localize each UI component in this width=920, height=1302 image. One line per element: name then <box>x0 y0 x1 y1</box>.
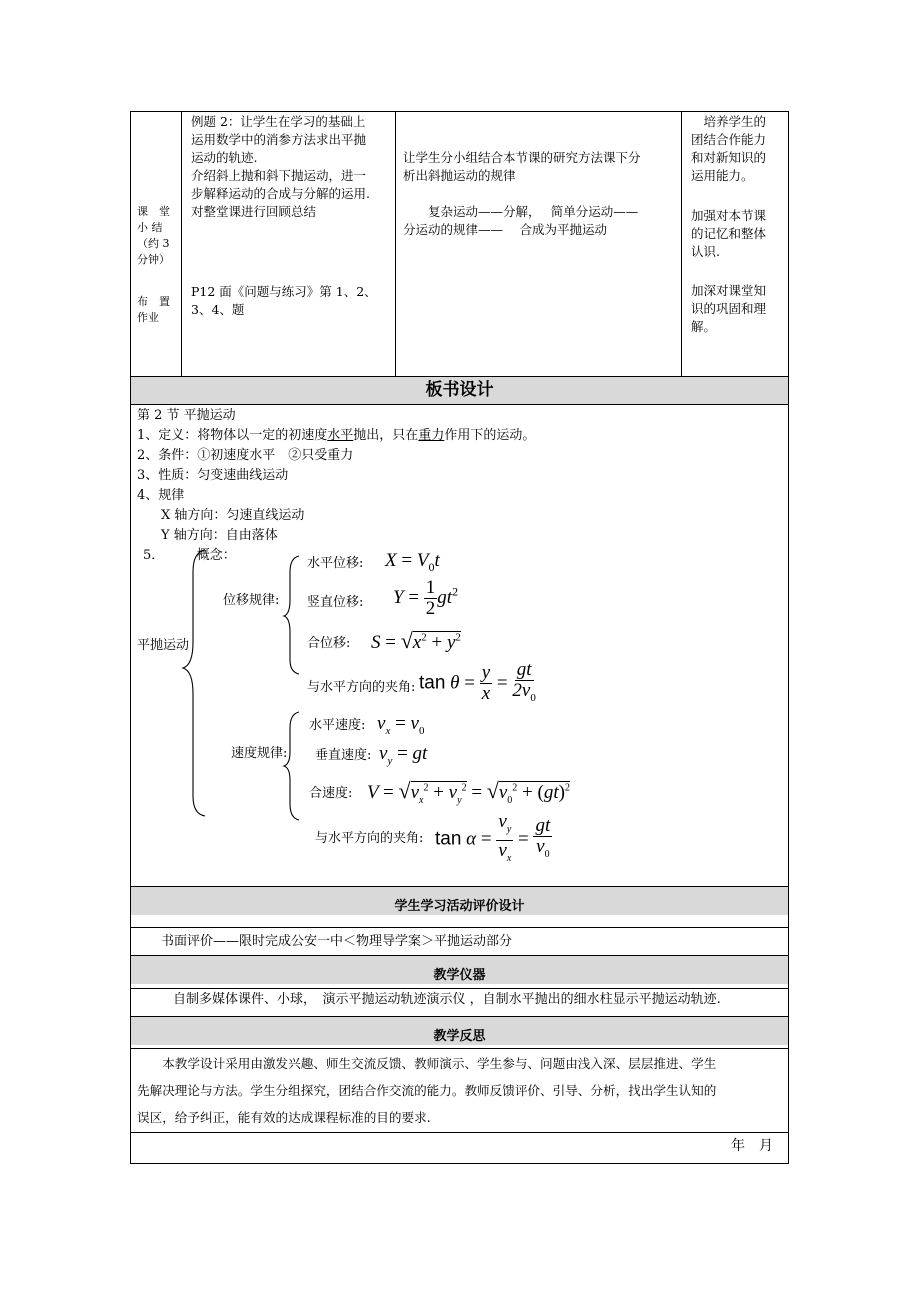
section-title: 第 2 节 平抛运动 <box>137 408 236 423</box>
instruments-heading: 教学仪器 <box>433 968 486 983</box>
velocity-law-label: 速度规律: <box>231 746 288 761</box>
evaluation-heading: 学生学习活动评价设计 <box>394 899 525 914</box>
date-label: 年 月 <box>731 1138 773 1154</box>
goal-text-2: 加强对本节课 的记忆和整体 认识. <box>691 208 767 259</box>
item5-line: 5． 概念： <box>143 548 236 563</box>
displacement-angle-formula: tan θ = $\frac{y}{x}$ = $\frac{gt}{2v_0}$ <box>419 659 536 705</box>
reflection-text: 本教学设计采用由激发兴趣、师生交流反馈、教师演示、学生参与、问题由浅入深、层层推进、学生 先解决理论与方法。学生分组探究，团结合作交流的能力。教师反馈评价、引导、分析，找出学生认知的 误区，给予纠正，能有效的达成课程标准的目的要求. <box>137 1056 717 1125</box>
homework-text: P12 面《问题与练习》第 1、2、 3、4、题 <box>191 284 377 317</box>
horizontal-displacement-label: 水平位移: <box>307 556 364 571</box>
reflection-heading: 教学反思 <box>433 1029 486 1044</box>
resultant-displacement-formula: $S = √x^2 + y^2$ <box>371 628 461 653</box>
definition-line: 1、定义：将物体以一定的初速度水平抛出，只在重力作用下的运动。 <box>137 428 536 443</box>
y-axis-line: Y 轴方向：自由落体 <box>161 528 278 543</box>
horizontal-displacement-formula: $X = V_0t$ <box>385 550 440 574</box>
law-line: 4、规律 <box>137 488 185 503</box>
resultant-velocity-label: 合速度: <box>309 786 353 801</box>
vertical-displacement-label: 竖直位移: <box>307 595 364 610</box>
displacement-angle-label: 与水平方向的夹角: <box>307 680 416 695</box>
motion-decomposition-text: 复杂运动——分解， 简单分运动—— 分运动的规律—— 合成为平抛运动 <box>403 204 639 237</box>
goal-text-3: 加深对课堂知 识的巩固和理 解。 <box>691 283 767 334</box>
vertical-velocity-label: 垂直速度: <box>315 748 372 763</box>
example-text: 例题 2：让学生在学习的基础上 运用数学中的消参方法求出平抛 运动的轨迹. 介绍斜上抛和斜下抛运动，进一 步解释运动的合成与分解的运用. 对整堂课进行回顾总结 <box>191 114 370 219</box>
board-design-heading: 板书设计 <box>425 380 494 400</box>
student-activity-text: 让学生分小组结合本节课的研究方法课下分 析出斜抛运动的规律 <box>403 150 641 183</box>
goal-text-1: 培养学生的 团结合作能力 和对新知识的 运用能力。 <box>691 114 767 183</box>
displacement-law-label: 位移规律: <box>223 593 280 608</box>
velocity-angle-formula: tan α = $\frac{v_y}{v_x}$ = $\frac{gt}{v_0}$ <box>435 811 551 864</box>
x-axis-line: X 轴方向：匀速直线运动 <box>161 508 305 523</box>
resultant-displacement-label: 合位移: <box>307 636 351 651</box>
instruments-text: 自制多媒体课件、小球， 演示平抛运动轨迹演示仪 ，自制水平抛出的细水柱显示平抛运动轨迹. <box>173 992 721 1007</box>
summary-label: 课 堂 小 结 （约 3 分钟） <box>137 205 170 266</box>
resultant-velocity-formula: $V = √v_x^2 + v_y^2 = √v_0^2 + (gt)^2$ <box>367 778 570 806</box>
vertical-displacement-formula: Y = $\frac{1}{2}$ $gt^2$ <box>393 577 459 619</box>
col-divider-3 <box>681 112 682 376</box>
evaluation-text: 书面评价——限时完成公安一中＜物理导学案＞平抛运动部分 <box>161 934 513 949</box>
homework-label: 布 置 作业 <box>137 295 170 324</box>
condition-line: 2、条件：①初速度水平 ②只受重力 <box>137 448 354 463</box>
velocity-angle-label: 与水平方向的夹角: <box>315 831 424 846</box>
horizontal-velocity-formula: $v_x = v_0$ <box>377 713 425 737</box>
lesson-plan-table <box>130 111 789 1164</box>
nature-line: 3、性质：匀变速曲线运动 <box>137 468 289 483</box>
col-divider-1 <box>181 112 182 376</box>
horizontal-velocity-label: 水平速度: <box>309 718 366 733</box>
main-concept-label: 平抛运动 <box>137 638 190 653</box>
vertical-velocity-formula: $v_y$ = gt <box>379 743 428 767</box>
